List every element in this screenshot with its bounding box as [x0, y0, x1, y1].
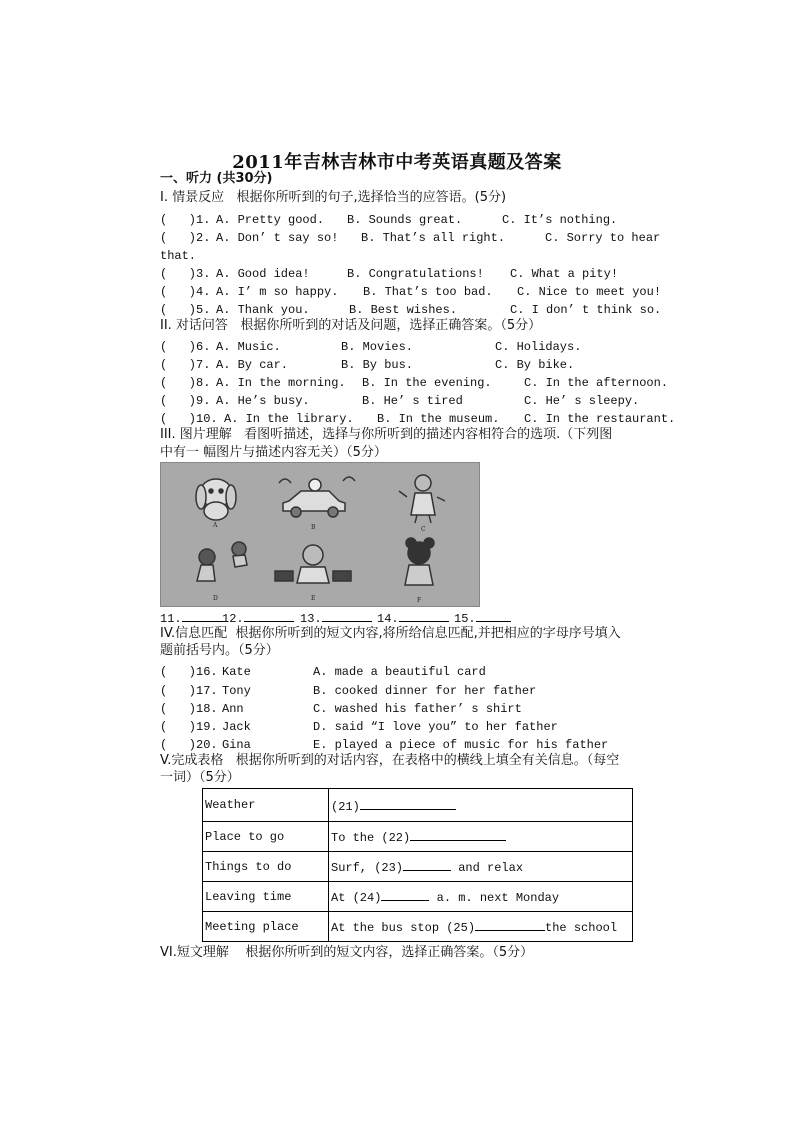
- table-row: [203, 789, 633, 822]
- picture-b-car: [279, 477, 355, 517]
- q8-number: ( )8.: [160, 376, 211, 390]
- q6-option-a: A. Music.: [216, 340, 281, 354]
- q17-number: ( )17.: [160, 684, 218, 698]
- q17-name: Tony: [222, 684, 251, 698]
- q5-option-c: C. I don’ t think so.: [510, 303, 662, 317]
- q19-number: ( )19.: [160, 720, 218, 734]
- q9-number: ( )9.: [160, 394, 211, 408]
- pic-label-f: F: [417, 597, 422, 604]
- section-6-heading: VI.短文理解 根据你所听到的短文内容，选择正确答案。（5分）: [160, 945, 534, 960]
- q2-option-c: C. Sorry to hear: [545, 231, 661, 245]
- q3-number: ( )3.: [160, 267, 211, 281]
- q6-option-c: C. Holidays.: [495, 340, 582, 354]
- table-key: Place to go: [203, 822, 329, 852]
- q3-option-c: C. What a pity!: [510, 267, 619, 281]
- q2-wrap: that.: [160, 249, 197, 263]
- info-table: [202, 788, 633, 942]
- q3-option-a: A. Good idea!: [216, 267, 310, 281]
- blank-14[interactable]: 14.: [377, 609, 449, 627]
- q7-option-a: A. By car.: [216, 358, 289, 372]
- section-4-heading-line1: IV.信息匹配 根据你所听到的短文内容,将所给信息匹配,并把相应的字母序号填入: [160, 626, 621, 641]
- picture-d-children: [197, 542, 247, 581]
- section-1-heading: I. 情景反应 根据你所听到的句子,选择恰当的应答语。(5分): [160, 190, 507, 205]
- q20-number: ( )20.: [160, 738, 218, 752]
- option-e: E. played a piece of music for his father: [313, 738, 609, 752]
- q1-option-a: A. Pretty good.: [216, 213, 325, 227]
- blank-13[interactable]: 13.: [300, 609, 372, 627]
- picture-c-person: [399, 475, 445, 523]
- part-heading: 一、听力 (共30分): [160, 171, 273, 186]
- q9-option-c: C. He’ s sleepy.: [524, 394, 640, 408]
- section-2-heading: II. 对话问答 根据你所听到的对话及问题，选择正确答案。（5分）: [160, 318, 542, 333]
- q16-name: Kate: [222, 665, 251, 679]
- pic-label-d: D: [213, 595, 218, 602]
- blank-22[interactable]: [410, 828, 506, 841]
- pic-label-b: B: [311, 524, 316, 531]
- q2-option-a: A. Don’ t say so!: [216, 231, 339, 245]
- picture-panel: [160, 462, 480, 607]
- q2-number: ( )2.: [160, 231, 211, 245]
- table-value: At the bus stop (25) the school: [329, 912, 633, 942]
- blank-11[interactable]: 11.: [160, 609, 228, 627]
- q9-option-a: A. He’s busy.: [216, 394, 310, 408]
- pic-label-a: A: [213, 522, 218, 529]
- table-row: [203, 852, 633, 882]
- section-5-heading-line2: 一词）（5分）: [160, 770, 240, 785]
- q5-option-b: B. Best wishes.: [349, 303, 458, 317]
- table-value: (21): [329, 789, 633, 822]
- q10-option-a: A. In the library.: [224, 412, 354, 426]
- page-title: 2011年吉林吉林市中考英语真题及答案: [232, 152, 562, 173]
- option-a: A. made a beautiful card: [313, 665, 486, 679]
- q20-name: Gina: [222, 738, 251, 752]
- table-value: At (24) a. m. next Monday: [329, 882, 633, 912]
- table-row: [203, 882, 633, 912]
- table-key: Things to do: [203, 852, 329, 882]
- q10-number: ( )10.: [160, 412, 218, 426]
- section-4-heading-line2: 题前括号内。（5分）: [160, 643, 279, 658]
- table-row: [203, 822, 633, 852]
- q8-option-a: A. In the morning.: [216, 376, 346, 390]
- q2-option-b: B. That’s all right.: [361, 231, 506, 245]
- blank-12[interactable]: 12.: [222, 609, 294, 627]
- q5-number: ( )5.: [160, 303, 211, 317]
- q19-name: Jack: [222, 720, 251, 734]
- q18-name: Ann: [222, 702, 244, 716]
- q6-option-b: B. Movies.: [341, 340, 414, 354]
- blank-23[interactable]: [403, 858, 451, 871]
- table-key: Weather: [203, 789, 329, 822]
- q5-option-a: A. Thank you.: [216, 303, 310, 317]
- option-b: B. cooked dinner for her father: [313, 684, 537, 698]
- picture-illustrations: [161, 463, 479, 606]
- q10-option-b: B. In the museum.: [377, 412, 500, 426]
- option-d: D. said “I love you” to her father: [313, 720, 558, 734]
- q7-option-c: C. By bike.: [495, 358, 575, 372]
- blank-15[interactable]: 15.: [454, 609, 511, 627]
- pic-label-c: C: [421, 526, 426, 533]
- q4-option-c: C. Nice to meet you!: [517, 285, 662, 299]
- section-5-heading-line1: V.完成表格 根据你所听到的对话内容，在表格中的横线上填全有关信息。（每空: [160, 753, 620, 768]
- q4-option-b: B. That’s too bad.: [363, 285, 493, 299]
- table-value: Surf, (23) and relax: [329, 852, 633, 882]
- table-key: Meeting place: [203, 912, 329, 942]
- q8-option-b: B. In the evening.: [362, 376, 492, 390]
- q16-number: ( )16.: [160, 665, 218, 679]
- picture-a-dog: [196, 479, 236, 520]
- q9-option-b: B. He’ s tired: [362, 394, 463, 408]
- section-3-heading-line2: 中有一 幅图片与描述内容无关）（5分）: [160, 445, 387, 460]
- blank-25[interactable]: [475, 918, 545, 931]
- table-key: Leaving time: [203, 882, 329, 912]
- q7-number: ( )7.: [160, 358, 211, 372]
- q7-option-b: B. By bus.: [341, 358, 414, 372]
- option-c: C. washed his father’ s shirt: [313, 702, 522, 716]
- q10-option-c: C. In the restaurant.: [524, 412, 676, 426]
- blank-21[interactable]: [360, 797, 456, 810]
- q8-option-c: C. In the afternoon.: [524, 376, 669, 390]
- picture-e-reading: [275, 545, 351, 583]
- q3-option-b: B. Congratulations!: [347, 267, 484, 281]
- blank-24[interactable]: [381, 888, 429, 901]
- table-value: To the (22): [329, 822, 633, 852]
- q18-number: ( )18.: [160, 702, 218, 716]
- table-row: [203, 912, 633, 942]
- q1-number: ( )1.: [160, 213, 211, 227]
- section-3-heading-line1: III. 图片理解 看图听描述，选择与你所听到的描述内容相符合的选项.（下列图: [160, 427, 613, 442]
- q4-number: ( )4.: [160, 285, 211, 299]
- q4-option-a: A. I’ m so happy.: [216, 285, 339, 299]
- q1-option-b: B. Sounds great.: [347, 213, 463, 227]
- q1-option-c: C. It’s nothing.: [502, 213, 618, 227]
- pic-label-e: E: [311, 595, 316, 602]
- picture-f-girl: [405, 538, 434, 585]
- q6-number: ( )6.: [160, 340, 211, 354]
